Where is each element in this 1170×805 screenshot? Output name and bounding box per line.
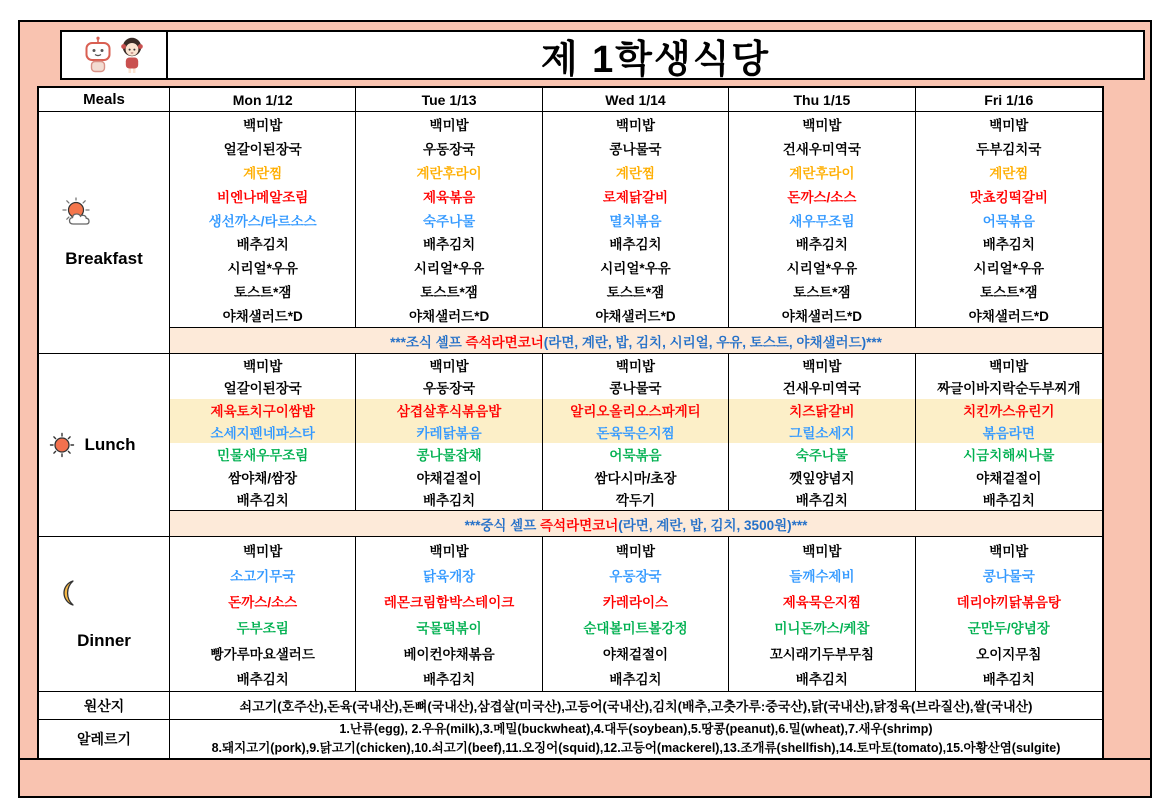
page-title: 제 1학생식당 (540, 38, 771, 81)
menu-item: 콩나물국 (982, 569, 1035, 585)
menu-item: 빵가루마요샐러드 (210, 646, 315, 662)
menu-item: 볶음라면 (916, 421, 1102, 443)
menu-item: 배추김치 (795, 492, 848, 508)
menu-item: 배추김치 (609, 237, 662, 253)
menu-item: 멸치볶음 (609, 213, 662, 229)
menu-item: 제육묵은지찜 (782, 595, 862, 611)
lunch-label-cell (39, 354, 170, 537)
mascot-cell (62, 32, 168, 78)
menu-item: 야채샐러드*D (781, 309, 862, 325)
dinner-fri-cell (916, 537, 1102, 692)
dinner-mon-cell (170, 537, 356, 692)
menu-item: 계란찜 (243, 165, 283, 181)
menu-item: 야채샐러드*D (408, 309, 490, 325)
girl-icon (119, 36, 145, 74)
breakfast-mon-cell (170, 112, 356, 328)
allergy-content (170, 720, 1102, 758)
menu-item: 돈육묵은지찜 (543, 421, 728, 443)
menu-item: 백미밥 (243, 117, 283, 133)
menu-item: 닭육개장 (423, 569, 476, 585)
menu-item: 계란후라이 (789, 165, 855, 181)
menu-item: 시금치해씨나물 (963, 448, 1055, 464)
menu-item: 배추김치 (236, 672, 289, 688)
breakfast-thu-cell (729, 112, 915, 328)
menu-item: 우동장국 (423, 141, 476, 157)
menu-item: 카레라이스 (602, 595, 669, 611)
menu-item: 배추김치 (423, 237, 476, 253)
meals-header: Meals (39, 88, 170, 112)
menu-item: 숙주나물 (423, 213, 476, 229)
menu-item: 국물떡볶이 (416, 620, 482, 636)
menu-sheet (18, 20, 1152, 798)
menu-item: 백미밥 (615, 117, 656, 133)
menu-item: 백미밥 (243, 359, 283, 375)
menu-item: 어묵볶음 (982, 213, 1035, 229)
menu-item: 백미밥 (429, 117, 469, 133)
breakfast-wed-cell (543, 112, 729, 328)
menu-item: 생선까스/타르소스 (208, 213, 317, 229)
menu-item: 백미밥 (429, 543, 469, 559)
menu-item: 맛쵸킹떡갈비 (969, 189, 1048, 205)
menu-item: 베이컨야채볶음 (403, 646, 495, 662)
menu-item: 순대볼미트볼강정 (583, 620, 688, 636)
menu-item: 두부김치국 (976, 141, 1042, 157)
menu-item: 배추김치 (236, 237, 289, 253)
menu-item: 깻잎양념지 (789, 470, 855, 486)
lunch-notice-text: ***중식 셀프 즉석라면코너(라면, 계란, 밥, 김치, 3500원)*** (464, 517, 808, 533)
menu-item: 치킨까스유린기 (916, 399, 1102, 421)
menu-item: 우동장국 (609, 569, 662, 585)
menu-item: 야채겉절이 (602, 646, 669, 662)
menu-item: 카레닭볶음 (356, 421, 541, 443)
menu-item: 야채샐러드*D (595, 309, 676, 325)
sun-cloud-icon (61, 197, 97, 227)
menu-item: 쌈다시마/초장 (594, 470, 677, 486)
menu-item: 소세지펜네파스타 (170, 421, 355, 443)
menu-item: 계란찜 (615, 165, 656, 181)
menu-item: 백미밥 (802, 359, 842, 375)
menu-item: 데리야끼닭볶음탕 (956, 595, 1061, 611)
menu-item: 건새우미역국 (782, 141, 862, 157)
menu-item: 레몬크림함박스테이크 (383, 595, 515, 611)
menu-item: 오이지무침 (976, 646, 1042, 662)
day-header-fri: Fri 1/16 (916, 88, 1102, 112)
menu-item: 삼겹살후식볶음밥 (356, 399, 541, 421)
menu-item: 백미밥 (802, 117, 842, 133)
robot-icon (83, 36, 113, 74)
menu-item: 우동장국 (423, 381, 476, 397)
menu-item: 배추김치 (982, 672, 1035, 688)
day-header-tue: Tue 1/13 (356, 88, 542, 112)
menu-item: 꼬시래기두부무침 (769, 646, 875, 662)
menu-item: 계란찜 (989, 165, 1029, 181)
menu-item: 로제닭갈비 (602, 189, 669, 205)
menu-item: 그릴소세지 (729, 421, 914, 443)
menu-item: 야채겉절이 (416, 470, 482, 486)
menu-item: 백미밥 (989, 117, 1029, 133)
menu-item: 콩나물국 (609, 141, 662, 157)
allergy-line-2: 8.돼지고기(pork),9.닭고기(chicken),10.쇠고기(beef),11.오징어(squid),12.고등어(mackerel),13.조개류(shellfish),14.토마토(tomato),15.아황산염(sulgite) (211, 741, 1061, 755)
menu-item: 배추김치 (982, 492, 1035, 508)
breakfast-tue-cell (356, 112, 542, 328)
menu-item: 토스트*잼 (420, 285, 478, 301)
menu-item: 두부조림 (236, 620, 289, 636)
menu-item: 돈까스/소스 (228, 595, 298, 611)
menu-item: 백미밥 (615, 359, 656, 375)
menu-item: 야채겉절이 (976, 470, 1042, 486)
menu-item: 배추김치 (609, 672, 662, 688)
menu-item: 배추김치 (423, 672, 476, 688)
menu-item: 배추김치 (795, 237, 848, 253)
lunch-label: Lunch (84, 435, 136, 454)
menu-item: 치즈닭갈비 (729, 399, 914, 421)
menu-item: 콩나물잡채 (416, 448, 482, 464)
dinner-tue-cell (356, 537, 542, 692)
breakfast-notice (170, 328, 1102, 354)
menu-item: 건새우미역국 (782, 381, 862, 397)
sun-icon (49, 432, 75, 458)
menu-item: 야채샐러드*D (968, 309, 1049, 325)
menu-item: 시리얼*우유 (227, 261, 298, 277)
menu-table (37, 86, 1104, 758)
menu-item: 소고기무국 (230, 569, 296, 585)
menu-item: 어묵볶음 (609, 448, 662, 464)
menu-item: 시리얼*우유 (786, 261, 858, 277)
menu-item: 백미밥 (802, 543, 842, 559)
menu-item: 토스트*잼 (233, 285, 292, 301)
allergy-label: 알레르기 (39, 720, 170, 758)
menu-item: 얼갈이된장국 (223, 141, 302, 157)
menu-item: 야채샐러드*D (222, 309, 303, 325)
origin-label: 원산지 (39, 692, 170, 720)
menu-item: 미니돈까스/케찹 (774, 620, 870, 636)
menu-item: 배추김치 (982, 237, 1035, 253)
lunch-notice (170, 511, 1102, 537)
menu-item: 숙주나물 (795, 448, 848, 464)
day-header-wed: Wed 1/14 (543, 88, 729, 112)
lunch-tue-cell (356, 354, 542, 511)
lunch-wed-cell (543, 354, 729, 511)
menu-item: 민물새우무조림 (217, 448, 309, 464)
lunch-mon-cell (170, 354, 356, 511)
menu-item: 백미밥 (243, 543, 283, 559)
menu-item: 시리얼*우유 (413, 261, 485, 277)
dinner-thu-cell (729, 537, 915, 692)
dinner-wed-cell (543, 537, 729, 692)
day-header-mon: Mon 1/12 (170, 88, 356, 112)
menu-item: 깍두기 (615, 492, 656, 508)
menu-item: 새우무조림 (789, 213, 855, 229)
menu-item: 토스트*잼 (606, 285, 665, 301)
header-band (60, 30, 1145, 80)
day-header-thu: Thu 1/15 (729, 88, 915, 112)
menu-item: 토스트*잼 (980, 285, 1038, 301)
menu-item: 백미밥 (989, 359, 1029, 375)
menu-item: 군만두/양념장 (967, 620, 1050, 636)
dinner-label: Dinner (77, 631, 131, 650)
lunch-fri-cell (916, 354, 1102, 511)
menu-item: 알리오올리오스파게티 (543, 399, 728, 421)
menu-item: 계란후라이 (416, 165, 482, 181)
menu-item: 제육토치구이쌈밥 (170, 399, 355, 421)
allergy-line-1: 1.난류(egg), 2.우유(milk),3.메밀(buckwheat),4.대두(soybean),5.땅콩(peanut),6.밀(wheat),7.새우(shrimp) (339, 721, 933, 736)
menu-item: 토스트*잼 (793, 285, 851, 301)
bottom-band (20, 758, 1150, 796)
menu-item: 배추김치 (795, 672, 848, 688)
breakfast-label: Breakfast (65, 248, 143, 268)
menu-item: 백미밥 (615, 543, 656, 559)
breakfast-fri-cell (916, 112, 1102, 328)
menu-item: 배추김치 (423, 492, 476, 508)
menu-item: 비엔나메알조림 (217, 189, 309, 205)
menu-item: 제육볶음 (423, 189, 476, 205)
breakfast-label-cell (39, 112, 170, 354)
dinner-label-cell (39, 537, 170, 692)
menu-item: 얼갈이된장국 (223, 381, 302, 397)
menu-item: 들깨수제비 (789, 569, 855, 585)
menu-item: 쌈야채/쌈장 (228, 470, 298, 486)
menu-item: 콩나물국 (609, 381, 662, 397)
lunch-thu-cell (729, 354, 915, 511)
menu-item: 시리얼*우유 (600, 261, 671, 277)
menu-item: 돈까스/소스 (787, 189, 857, 205)
menu-item: 배추김치 (236, 492, 289, 508)
menu-item: 백미밥 (429, 359, 469, 375)
menu-item: 시리얼*우유 (973, 261, 1045, 277)
menu-item: 백미밥 (989, 543, 1029, 559)
breakfast-notice-text: ***조식 셀프 즉석라면코너(라면, 계란, 밥, 김치, 시리얼, 우유, 토스트, 야채샐러드)*** (390, 334, 882, 350)
menu-item: 짜글이바지락순두부찌개 (937, 381, 1081, 397)
origin-content: 쇠고기(호주산),돈육(국내산),돈뼈(국내산),삼겹살(미국산),고등어(국내산),김치(배추,고춧가루:중국산),닭(국내산),닭정육(브라질산),쌀(국내산) (170, 692, 1102, 720)
moon-icon (54, 577, 84, 609)
